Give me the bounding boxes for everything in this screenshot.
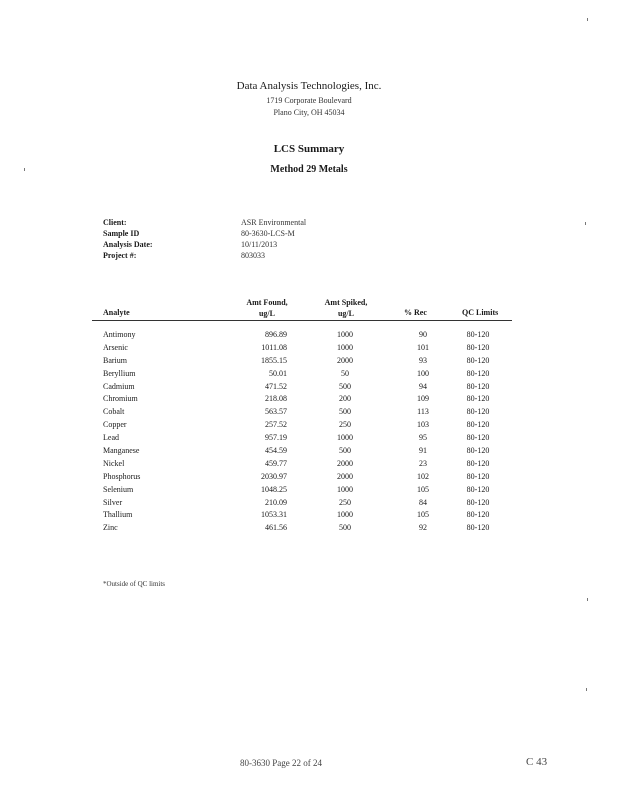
table-row (0, 497, 618, 510)
amt-found-cell: 1053.31 (261, 510, 287, 520)
project-row (103, 250, 403, 261)
analyte-cell: Nickel (103, 458, 125, 468)
analyte-cell: Manganese (103, 446, 140, 456)
header-amt-spiked-line2: ug/L (337, 309, 354, 318)
analyte-cell: Cadmium (103, 381, 135, 391)
table-row (0, 432, 618, 445)
table-row (0, 329, 618, 342)
analyte-cell: Silver (103, 497, 123, 507)
client-row (103, 217, 403, 228)
qc-limits-cell: 80-120 (466, 394, 490, 404)
amt-found-cell: 454.59 (265, 446, 287, 456)
amt-found-cell: 257.52 (265, 420, 287, 430)
header-amt-found (237, 297, 297, 319)
qc-limits-cell: 80-120 (466, 446, 490, 456)
amt-found-cell: 896.89 (265, 330, 287, 339)
analyte-cell: Copper (103, 420, 127, 430)
percent-rec-cell: 91 (419, 446, 427, 456)
table-row (0, 368, 618, 381)
sample-id-value: 80-3630-LCS-M (241, 229, 295, 238)
amt-found-cell: 1048.25 (261, 484, 287, 494)
header-rule (92, 320, 512, 321)
amt-spiked-cell: 200 (339, 394, 351, 404)
analyte-cell: Beryllium (103, 368, 136, 378)
table-row (0, 419, 618, 432)
amt-found-cell: 563.57 (265, 407, 287, 417)
percent-rec-cell: 105 (417, 510, 429, 520)
amt-spiked-cell: 50 (341, 368, 349, 378)
qc-limits-cell: 80-120 (466, 433, 490, 443)
percent-rec-cell: 23 (419, 458, 427, 468)
percent-rec-cell: 113 (417, 407, 429, 417)
method-title: Method 29 Metals (270, 164, 348, 175)
amt-found-cell: 1011.08 (261, 342, 287, 352)
percent-rec-cell: 105 (417, 484, 429, 494)
qc-limits-cell: 80-120 (466, 407, 490, 417)
percent-rec-cell: 102 (417, 471, 429, 481)
project-value: 803033 (241, 251, 265, 260)
table-row (0, 522, 618, 535)
qc-limits-cell: 80-120 (466, 368, 490, 378)
amt-found-cell: 1855.15 (261, 355, 287, 365)
percent-rec-cell: 94 (419, 381, 427, 391)
qc-limits-cell: 80-120 (466, 497, 490, 507)
table-row (0, 509, 618, 522)
amt-found-cell: 459.77 (265, 458, 287, 468)
header-analyte: Analyte (103, 308, 130, 317)
amt-found-cell: 50.01 (269, 368, 287, 378)
qc-limits-cell: 80-120 (466, 484, 490, 494)
amt-spiked-cell: 1000 (337, 484, 353, 494)
qc-limits-cell: 80-120 (466, 523, 490, 533)
analyte-cell: Chromium (103, 394, 138, 404)
header-amt-spiked (315, 297, 377, 319)
table-row (0, 355, 618, 368)
results-table (0, 329, 618, 535)
amt-found-cell: 210.09 (265, 497, 287, 507)
report-title: LCS Summary (273, 143, 345, 155)
amt-spiked-cell: 2000 (337, 458, 353, 468)
qc-limits-cell: 80-120 (466, 330, 490, 339)
page-footer: 80-3630 Page 22 of 24 (240, 758, 322, 768)
scan-speck (587, 18, 588, 21)
qc-limits-cell: 80-120 (466, 458, 490, 468)
table-row (0, 393, 618, 406)
table-row (0, 406, 618, 419)
amt-spiked-cell: 250 (339, 420, 351, 430)
analyte-cell: Cobalt (103, 407, 125, 417)
amt-spiked-cell: 1000 (337, 433, 353, 443)
table-row (0, 445, 618, 458)
client-label: Client: (103, 218, 127, 227)
amt-found-cell: 461.56 (265, 523, 287, 533)
percent-rec-cell: 93 (419, 355, 427, 365)
amt-spiked-cell: 2000 (337, 471, 353, 481)
analysis-date-value: 10/11/2013 (241, 240, 278, 249)
amt-spiked-cell: 1000 (337, 342, 353, 352)
amt-spiked-cell: 500 (339, 407, 351, 417)
table-row (0, 342, 618, 355)
amt-found-cell: 957.19 (265, 433, 287, 443)
sample-id-row (103, 228, 403, 239)
amt-found-cell: 218.08 (265, 394, 287, 404)
amt-spiked-cell: 1000 (337, 330, 353, 339)
amt-spiked-cell: 1000 (337, 510, 353, 520)
header-amt-spiked-line1: Amt Spiked, (324, 298, 368, 307)
percent-rec-cell: 95 (419, 433, 427, 443)
project-label: Project #: (103, 251, 137, 260)
analyte-cell: Thallium (103, 510, 133, 520)
table-row (0, 471, 618, 484)
qc-limits-cell: 80-120 (466, 355, 490, 365)
amt-found-cell: 2030.97 (261, 471, 287, 481)
sample-info (103, 217, 403, 261)
table-row (0, 484, 618, 497)
qc-limits-cell: 80-120 (466, 471, 490, 481)
amt-found-cell: 471.52 (265, 381, 287, 391)
analyte-cell: Zinc (103, 523, 118, 533)
company-address-line1: 1719 Corporate Boulevard (266, 96, 352, 105)
table-row (0, 458, 618, 471)
percent-rec-cell: 92 (419, 523, 427, 533)
percent-rec-cell: 100 (417, 368, 429, 378)
header-percent-rec: % Rec (404, 308, 427, 317)
qc-limits-cell: 80-120 (466, 420, 490, 430)
percent-rec-cell: 101 (417, 342, 429, 352)
sample-id-label: Sample ID (103, 229, 140, 238)
percent-rec-cell: 109 (417, 394, 429, 404)
qc-limits-cell: 80-120 (466, 342, 490, 352)
amt-spiked-cell: 500 (339, 381, 351, 391)
footnote: *Outside of QC limits (103, 580, 166, 588)
analysis-date-label: Analysis Date: (103, 240, 153, 249)
amt-spiked-cell: 500 (339, 446, 351, 456)
qc-limits-cell: 80-120 (466, 381, 490, 391)
percent-rec-cell: 84 (419, 497, 427, 507)
analysis-date-row (103, 239, 403, 250)
analyte-cell: Barium (103, 355, 127, 365)
amt-spiked-cell: 500 (339, 523, 351, 533)
header-amt-found-line1: Amt Found, (246, 298, 288, 307)
header-amt-found-line2: ug/L (258, 309, 275, 318)
scan-speck (24, 168, 25, 171)
scan-speck (585, 222, 586, 225)
amt-spiked-cell: 250 (339, 497, 351, 507)
percent-rec-cell: 103 (417, 420, 429, 430)
qc-limits-cell: 80-120 (466, 510, 490, 520)
header-qc-limits: QC Limits (462, 308, 499, 317)
page-code: C 43 (526, 756, 548, 768)
analyte-cell: Arsenic (103, 342, 128, 352)
client-value: ASR Environmental (241, 218, 307, 227)
amt-spiked-cell: 2000 (337, 355, 353, 365)
scan-speck (586, 688, 587, 691)
table-row (0, 381, 618, 394)
percent-rec-cell: 90 (419, 330, 427, 339)
analyte-cell: Selenium (103, 484, 134, 494)
scan-speck (587, 598, 588, 601)
analyte-cell: Antimony (103, 330, 136, 339)
company-address-line2: Plano City, OH 45034 (273, 108, 345, 117)
analyte-cell: Phosphorus (103, 471, 141, 481)
company-name: Data Analysis Technologies, Inc. (236, 80, 382, 92)
analyte-cell: Lead (103, 433, 119, 443)
